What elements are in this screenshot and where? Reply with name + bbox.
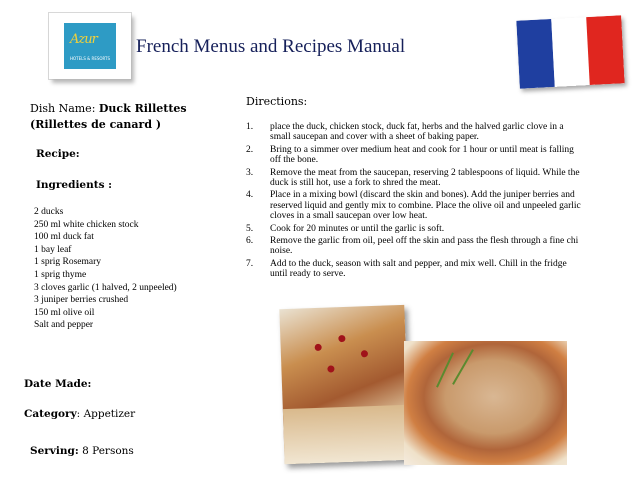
logo-mark: Azur [70, 32, 97, 47]
dish-name-block: Dish Name: Duck Rillettes (Rillettes de canard ) [30, 102, 187, 131]
step-number: 3. [246, 167, 254, 178]
step-text: Remove the garlic from oil, peel off the skin and pass the flesh through a fine chi noise. [270, 236, 579, 257]
direction-step [246, 190, 584, 221]
step-number: 5. [246, 223, 254, 234]
recipe-label: Recipe: [36, 148, 80, 160]
list-item: Salt and pepper [34, 320, 94, 331]
step-number: 7. [246, 258, 254, 269]
step-number: 1. [246, 122, 254, 132]
step-text: place the duck, chicken stock, duck fat, herbs and the halved garlic clove in a small saucepan and cover with a sheet of baking paper. [270, 122, 564, 143]
direction-step [246, 145, 584, 166]
list-item: 250 ml white chicken stock [34, 219, 139, 230]
flag-white-stripe [551, 17, 590, 87]
rillettes-toast-photo [279, 305, 409, 464]
serving-field [30, 445, 134, 457]
serving-value: 8 Persons [82, 445, 134, 457]
list-item: 3 juniper berries crushed [34, 295, 129, 306]
rillettes-bowl-photo [404, 341, 567, 465]
dish-name-value: Duck Rillettes [98, 102, 187, 115]
logo-subtitle: HOTELS & RESORTS [69, 56, 111, 61]
category-label: Category [24, 408, 77, 420]
step-text: Cook for 20 minutes or until the garlic is soft. [270, 223, 445, 234]
direction-step [246, 168, 584, 189]
step-number: 2. [246, 144, 254, 155]
list-item: 3 cloves garlic (1 halved, 2 unpeeled) [34, 282, 177, 293]
step-text: Bring to a simmer over medium heat and cook for 1 hour or until meat is falling off the bone. [270, 144, 574, 166]
page-title: French Menus and Recipes Manual [136, 36, 406, 57]
category-value: Appetizer [83, 408, 136, 420]
date-made-label: Date Made: [24, 378, 92, 390]
hotel-logo [49, 13, 131, 79]
step-text: Place in a mixing bowl (discard the skin and bones). Add the juniper berries and reserved liquid and gently mix to combine. Place the olive oil and unpeeled garlic cloves in a small saucepan over low heat. [270, 190, 581, 222]
direction-step [246, 236, 584, 257]
flag-blue-stripe [516, 19, 555, 89]
list-item: 100 ml duck fat [34, 232, 94, 243]
directions-label: Directions: [246, 95, 308, 108]
directions-list [246, 122, 584, 282]
dish-name-label: Dish Name [30, 102, 92, 115]
step-number: 4. [246, 190, 254, 201]
ingredients-list [34, 206, 177, 332]
direction-step [246, 259, 584, 280]
list-item: 1 sprig Rosemary [34, 257, 102, 268]
category-field: Category: Appetizer [24, 408, 136, 420]
serving-label: Serving: [30, 445, 79, 457]
direction-step [246, 224, 584, 234]
step-text: Add to the duck, season with salt and pepper, and mix well. Chill in the fridge until ready to serve. [270, 258, 567, 280]
ingredients-label: Ingredients : [36, 179, 113, 191]
list-item: 1 bay leaf [34, 244, 72, 255]
french-flag-image [516, 15, 624, 88]
direction-step [246, 122, 584, 143]
flag-red-stripe [586, 15, 625, 85]
step-number: 6. [246, 236, 254, 247]
list-item: 2 ducks [34, 207, 64, 217]
step-text: Remove the meat from the saucepan, reserving 2 tablespoons of liquid. While the duck is still hot, use a fork to shred the meat. [270, 167, 580, 189]
list-item: 1 sprig thyme [34, 269, 87, 280]
dish-subtitle: (Rillettes de canard ) [30, 118, 162, 131]
list-item: 150 ml olive oil [34, 307, 95, 318]
logo-badge [64, 23, 116, 69]
